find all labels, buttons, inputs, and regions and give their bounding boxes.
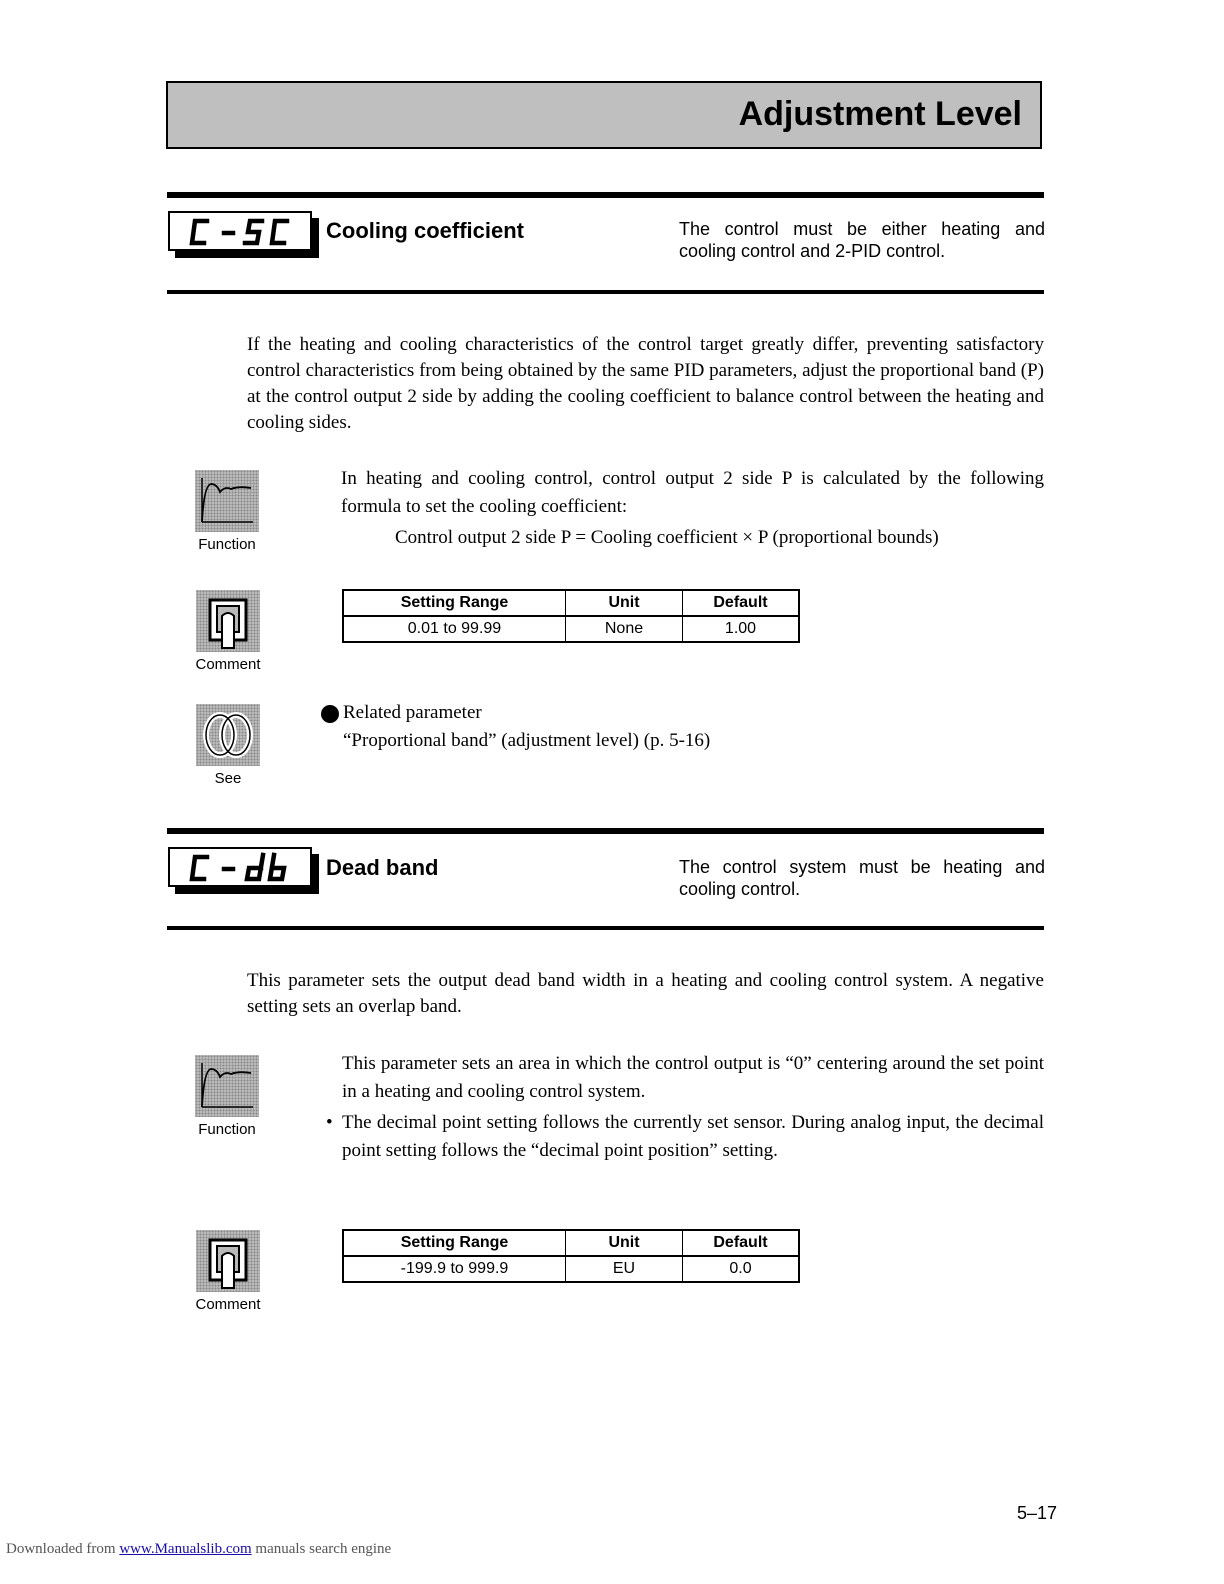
comment-icon <box>196 1230 260 1292</box>
function-icon-block <box>182 1055 272 1138</box>
section-description: This parameter sets the output dead band width in a heating and cooling control system. A negative setting sets an overlap band. <box>247 970 1044 1017</box>
download-footer <box>6 1541 391 1558</box>
function-bullet: The decimal point setting follows the currently set sensor. During analog input, the decimal point setting follows the “decimal point position” setting. <box>342 1112 1044 1161</box>
table-cell: EU <box>566 1256 683 1282</box>
setting-table <box>342 589 800 643</box>
footer-suffix: manuals search engine <box>251 1541 392 1557</box>
section-title: Dead band <box>326 855 439 880</box>
bullet-icon: • <box>326 1112 333 1133</box>
see-icon-block <box>183 704 273 787</box>
footer-prefix: Downloaded from <box>6 1541 120 1557</box>
section-rule-top <box>167 192 1044 198</box>
param-code-display <box>168 847 312 887</box>
table-header: Setting Range <box>343 1230 566 1256</box>
manualslib-link[interactable]: www.Manualslib.com <box>119 1541 252 1557</box>
table-cell: 0.0 <box>683 1256 800 1282</box>
icon-label: See <box>214 770 242 787</box>
section-rule-top <box>167 828 1044 834</box>
table-cell: 1.00 <box>683 616 800 642</box>
section-rule-bottom <box>167 290 1044 294</box>
related-label: Related parameter <box>343 702 482 723</box>
page-number: 5–17 <box>1017 1503 1058 1523</box>
comment-icon-block <box>183 1230 273 1313</box>
table-header: Default <box>683 590 800 616</box>
section-title: Cooling coefficient <box>326 218 524 243</box>
table-header: Unit <box>566 1230 683 1256</box>
function-text: This parameter sets an area in which the control output is “0” centering around the set point in a heating and cooling control system. <box>342 1053 1044 1102</box>
table-header: Setting Range <box>343 590 566 616</box>
section-rule-bottom <box>167 926 1044 930</box>
function-icon <box>195 1055 259 1117</box>
table-cell: 0.01 to 99.99 <box>343 616 566 642</box>
section-condition-note: The control system must be heating and cooling control. <box>679 857 1045 899</box>
formula: Control output 2 side P = Cooling coefficient × P (proportional bounds) <box>395 527 939 548</box>
page-title: Adjustment Level <box>738 95 1022 133</box>
table-cell: -199.9 to 999.9 <box>343 1256 566 1282</box>
table-header: Unit <box>566 590 683 616</box>
icon-label: Comment <box>195 1296 261 1313</box>
function-text: In heating and cooling control, control output 2 side P is calculated by the following formula to set the cooling coefficient: <box>341 468 1044 517</box>
table-cell: None <box>566 616 683 642</box>
related-reference: “Proportional band” (adjustment level) (p. 5-16) <box>343 730 711 751</box>
icon-label: Function <box>198 1121 256 1138</box>
comment-icon <box>196 590 260 652</box>
param-code-display <box>168 211 312 251</box>
function-icon-block <box>182 470 272 553</box>
see-icon <box>196 704 260 766</box>
table-header: Default <box>683 1230 800 1256</box>
comment-icon-block <box>183 590 273 673</box>
section-condition-note: The control must be either heating and cooling control and 2-PID control. <box>679 219 1045 261</box>
level-banner <box>166 81 1042 149</box>
function-icon <box>195 470 259 532</box>
icon-label: Function <box>198 536 256 553</box>
setting-table <box>342 1229 800 1283</box>
icon-label: Comment <box>195 656 261 673</box>
bullet-dot-icon <box>321 705 339 723</box>
section-description: If the heating and cooling characteristics of the control target greatly differ, preventing satisfactory control characteristics from being obtained by the same PID parameters, adjust the proportional band (P) at the control output 2 side by adding the cooling coefficient to balance control between the heating and cooling sides. <box>247 334 1044 433</box>
